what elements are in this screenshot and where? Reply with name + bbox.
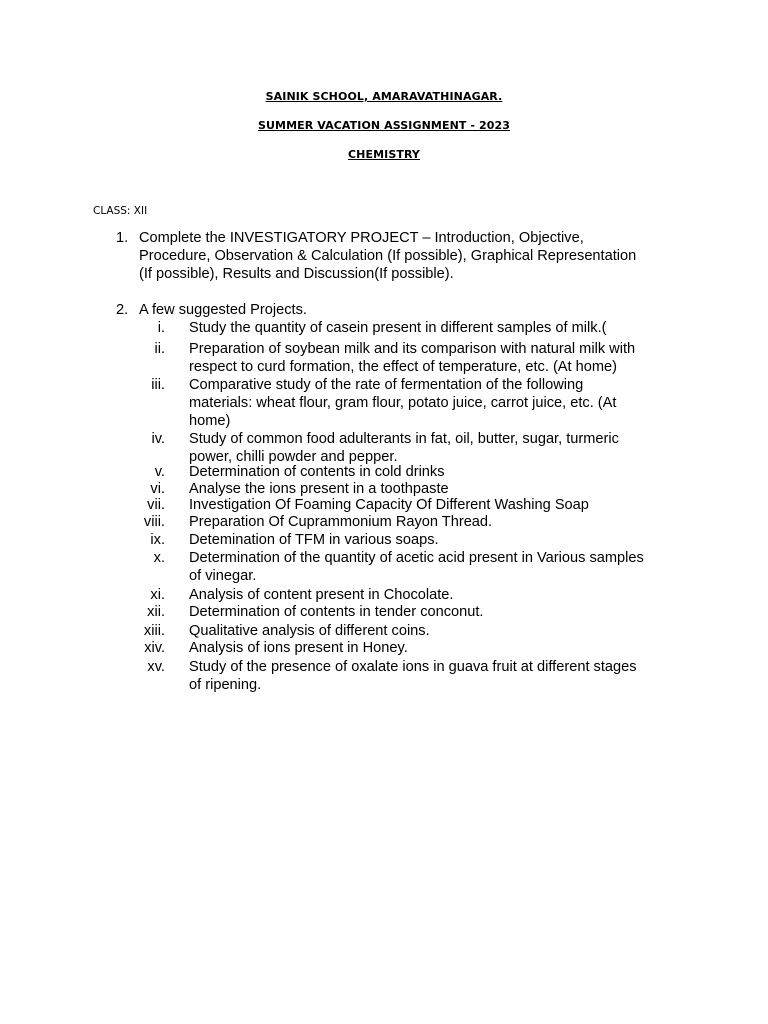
project-numeral: iii. <box>151 377 165 393</box>
project-numeral: xii. <box>147 604 165 620</box>
project-item-line: respect to curd formation, the effect of temperature, etc. (At home) <box>189 359 618 375</box>
project-item-line: Determination of contents in cold drinks <box>189 464 445 480</box>
project-item-line: Study of the presence of oxalate ions in guava fruit at different stages <box>189 659 637 675</box>
project-item-line: Analysis of ions present in Honey. <box>189 640 408 656</box>
project-item-line: home) <box>189 413 231 429</box>
project-numeral: xiii. <box>143 623 165 639</box>
project-numeral: ix. <box>150 532 165 548</box>
project-numeral: xiv. <box>144 640 165 656</box>
project-numeral: xv. <box>147 659 165 675</box>
project-numeral: i. <box>157 320 165 336</box>
project-item-line: Investigation Of Foaming Capacity Of Different Washing Soap <box>189 497 589 513</box>
project-item-line: Determination of the quantity of acetic acid present in Various samples <box>189 550 644 566</box>
question-text-line: Complete the INVESTIGATORY PROJECT – Introduction, Objective, <box>139 230 584 246</box>
project-item-line: materials: wheat flour, gram flour, potato juice, carrot juice, etc. (At <box>189 395 617 411</box>
project-item-line: Study of common food adulterants in fat, oil, butter, sugar, turmeric <box>189 431 619 447</box>
project-item-line: Determination of contents in tender conconut. <box>189 604 484 620</box>
question-number: 2. <box>116 302 129 318</box>
project-item-line: power, chilli powder and pepper. <box>189 449 398 465</box>
project-item-line: Qualitative analysis of different coins. <box>189 623 430 639</box>
project-numeral: viii. <box>143 514 165 530</box>
project-numeral: vi. <box>150 481 165 497</box>
school-name-heading: SAINIK SCHOOL, AMARAVATHINAGAR. <box>265 90 503 103</box>
question-number: 1. <box>116 230 129 246</box>
project-item-line: Detemination of TFM in various soaps. <box>189 532 439 548</box>
question-text-line: A few suggested Projects. <box>139 302 307 318</box>
project-item-line: Preparation of soybean milk and its comparison with natural milk with <box>189 341 636 357</box>
assignment-title-heading: SUMMER VACATION ASSIGNMENT - 2023 <box>257 119 511 132</box>
project-item-line: Analysis of content present in Chocolate. <box>189 587 454 603</box>
project-numeral: ii. <box>154 341 165 357</box>
project-item-line: Analyse the ions present in a toothpaste <box>189 481 449 497</box>
project-item-line: of vinegar. <box>189 568 257 584</box>
project-item-line: Preparation Of Cuprammonium Rayon Thread. <box>189 514 493 530</box>
project-item-line: of ripening. <box>189 677 262 693</box>
question-text-line: (If possible), Results and Discussion(If possible). <box>139 266 454 282</box>
question-text-line: Procedure, Observation & Calculation (If possible), Graphical Representation <box>139 248 637 264</box>
project-numeral: x. <box>153 550 165 566</box>
project-numeral: vii. <box>147 497 165 513</box>
project-item-line: Study the quantity of casein present in different samples of milk.( <box>189 320 607 336</box>
project-numeral: iv. <box>151 431 165 447</box>
class-label: CLASS: XII <box>93 205 148 217</box>
subject-heading: CHEMISTRY <box>348 148 420 161</box>
project-item-line: Comparative study of the rate of fermentation of the following <box>189 377 584 393</box>
project-numeral: v. <box>154 464 165 480</box>
project-numeral: xi. <box>150 587 165 603</box>
